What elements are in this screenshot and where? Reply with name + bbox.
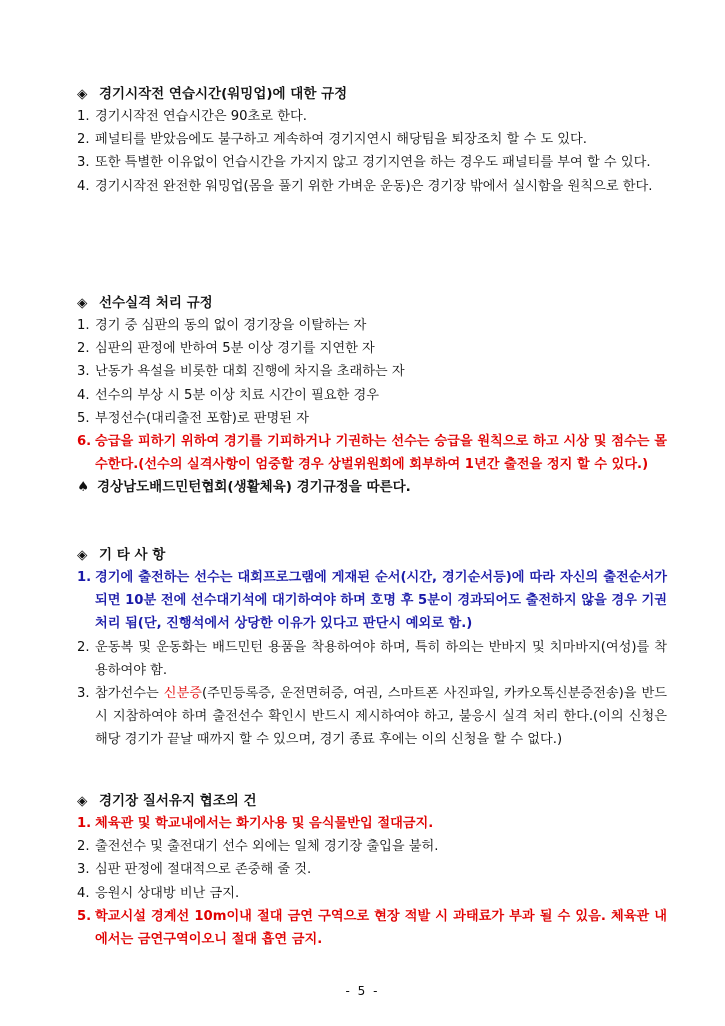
- list-item: 3. 심판 판정에 절대적으로 존중해 줄 것.: [77, 862, 312, 878]
- section-venue-order: [77, 790, 667, 951]
- id-card-highlight: 신분증: [163, 686, 202, 702]
- diamond-bullet-icon: ◈: [77, 295, 88, 311]
- regulation-note: ♠ 경상남도배드민턴협회(생활체육) 경기규정을 따른다.: [77, 476, 667, 498]
- list-item: 3. 참가선수는 신분증(주민등록증, 운전면허증, 여권, 스마트폰 사진파일, 카카오톡신분증전송)을 반드시 지참하여야 하며 출전선수 확인시 반드시 제시하여야 하고, 불응시 실격 처리 한다.(이의 신청은 해당 경기가 끝날 때까지 할 수 있으며, 경기 종료 후에는 이의 신청을 할 수 없다.): [77, 686, 667, 748]
- spade-bullet-icon: ♠: [77, 479, 90, 496]
- list-item-emphasized: 1. 경기에 출전하는 선수는 대회프로그램에 게재된 순서(시간, 경기순서등)에 따라 자신의 출전순서가 되면 10분 전에 선수대기석에 대기하여야 하며 호명 후 5분이 경과되어도 출전하지 않을 경우 기권처리 됨(단, 진행석에서 상당한 이유가 있다고 판단시 예외로 함.): [77, 570, 667, 632]
- list-item: 2. 페널티를 받았음에도 불구하고 계속하여 경기지연시 해당팀을 퇴장조치 할 수 도 있다.: [77, 132, 587, 148]
- list-item: 3. 또한 특별한 이유없이 언습시간을 가지지 않고 경기지연을 하는 경우도 패널티를 부여 할 수 있다.: [77, 155, 651, 171]
- list-item: 4. 선수의 부상 시 5분 이상 치료 시간이 필요한 경우: [77, 387, 379, 403]
- section-heading: ◈ 경기장 질서유지 협조의 건: [77, 790, 667, 812]
- section-other-matters: [77, 544, 667, 752]
- list-item-emphasized: 5. 학교시설 경계선 10m이내 절대 금연 구역으로 현장 적발 시 과태료가 부과 될 수 있음. 체육관 내에서는 금연구역이오니 절대 흡연 금지.: [77, 908, 667, 948]
- diamond-bullet-icon: ◈: [77, 547, 88, 563]
- list-item: 2. 운동복 및 운동화는 배드민턴 용품을 착용하여야 하며, 특히 하의는 반바지 및 치마바지(여성)를 착용하여야 함.: [77, 639, 667, 678]
- list-item-emphasized: 6. 승급을 피하기 위하여 경기를 기피하거나 기권하는 선수는 승급을 원칙으로 하고 시상 및 점수는 몰수한다.(선수의 실격사항이 엄중할 경우 상벌위원회에 회부하여 1년간 출전을 정지 할 수 있다.): [77, 434, 667, 473]
- section-heading: ◈ 선수실격 처리 규정: [77, 292, 667, 314]
- list-item: 2. 심판의 판정에 반하여 5분 이상 경기를 지연한 자: [77, 341, 375, 357]
- section-heading: ◈ 기 타 사 항: [77, 544, 667, 566]
- list-item: 3. 난동가 욕설을 비롯한 대회 진행에 차지을 초래하는 자: [77, 364, 405, 380]
- list-item-emphasized: 1. 체육관 및 학교내에서는 화기사용 및 음식물반입 절대금지.: [77, 816, 434, 831]
- diamond-bullet-icon: ◈: [77, 86, 88, 102]
- list-item: 1. 경기 중 심판의 동의 없이 경기장을 이탈하는 자: [77, 318, 367, 333]
- page-number: - 5 -: [345, 984, 380, 998]
- list-item: 1. 경기시작전 연습시간은 90초로 한다.: [77, 109, 307, 124]
- list-item: 4. 경기시작전 완전한 워밍업(몸을 풀기 위한 가벼운 운동)은 경기장 밖에서 실시함을 원칙으로 한다.: [77, 178, 653, 194]
- list-item: 5. 부정선수(대리출전 포함)로 판명된 자: [77, 410, 309, 426]
- section-disqualification-rules: [77, 292, 667, 498]
- list-item: 4. 응원시 상대방 비난 금지.: [77, 885, 240, 901]
- list-item: 2. 출전선수 및 출전대기 선수 외에는 일체 경기장 출입을 불허.: [77, 839, 439, 855]
- section-heading: ◈ 경기시작전 연습시간(워밍업)에 대한 규정: [77, 83, 667, 105]
- diamond-bullet-icon: ◈: [77, 793, 88, 809]
- section-warmup-rules: [77, 83, 667, 198]
